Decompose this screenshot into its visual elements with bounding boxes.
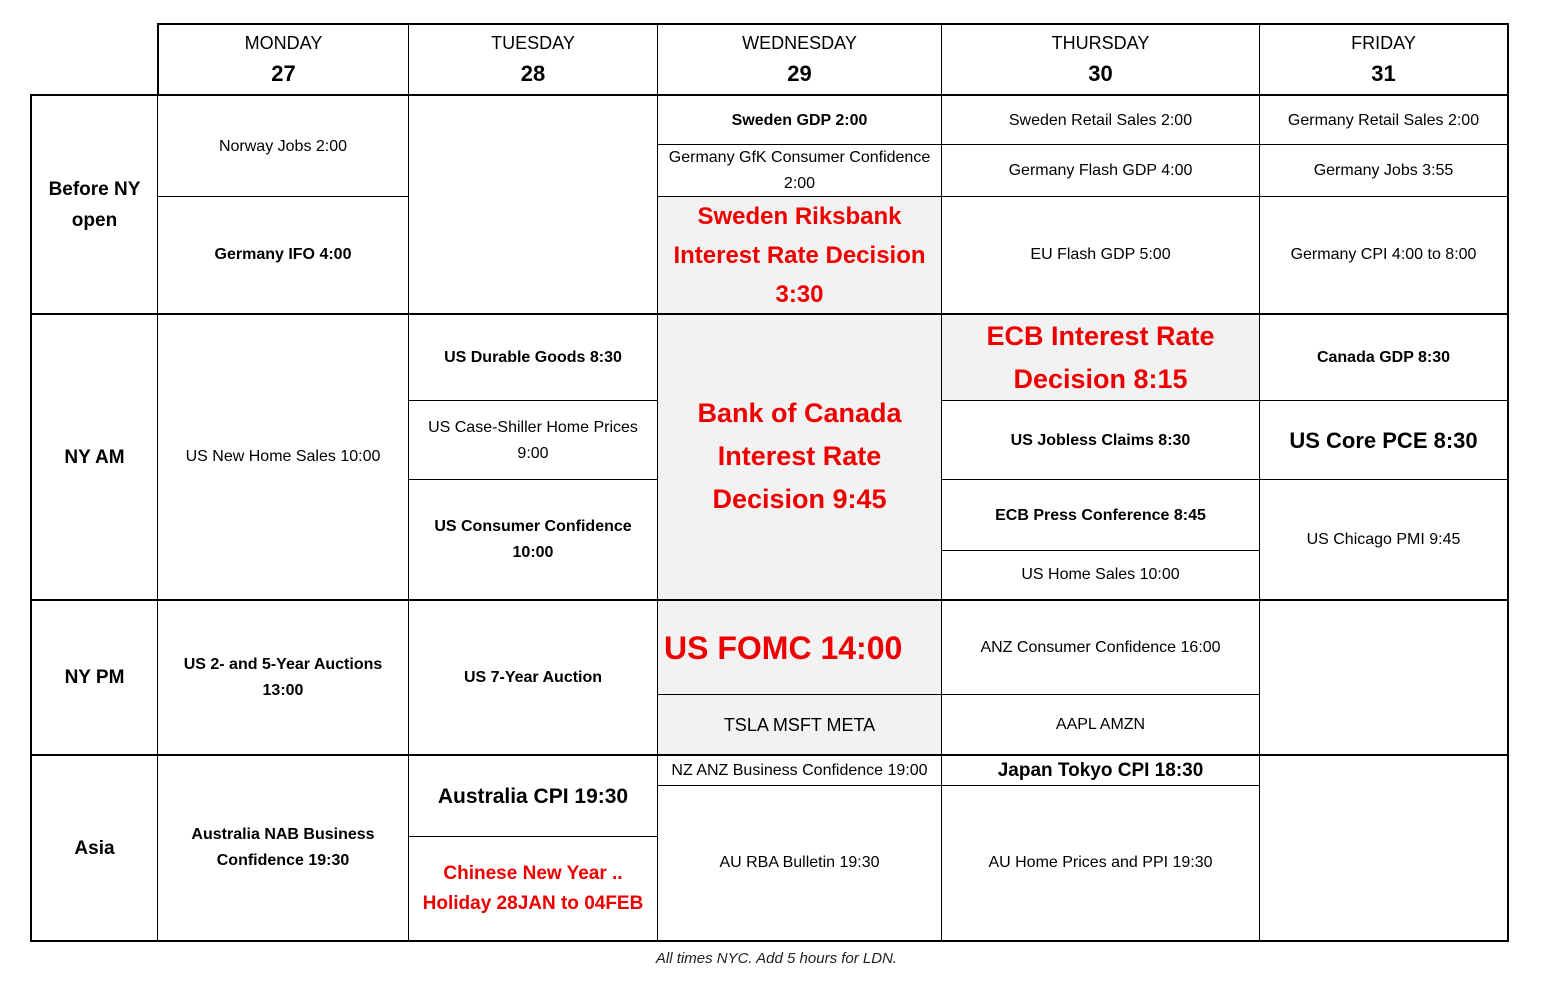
event-us-case-shiller: US Case-Shiller Home Prices 9:00 <box>408 400 657 480</box>
day-name: TUESDAY <box>491 32 575 53</box>
event-canada-gdp: Canada GDP 8:30 <box>1259 315 1507 401</box>
event-nz-anz-business-confidence: NZ ANZ Business Confidence 19:00 <box>657 756 941 786</box>
event-australia-nab: Australia NAB Business Confidence 19:30 <box>157 756 408 940</box>
event-germany-retail-sales: Germany Retail Sales 2:00 <box>1259 96 1507 145</box>
event-australia-cpi: Australia CPI 19:30 <box>408 756 657 837</box>
day-number: 31 <box>1371 60 1396 86</box>
event-us-durable-goods: US Durable Goods 8:30 <box>408 315 657 401</box>
row-label-ny-pm: NY PM <box>64 667 125 688</box>
event-eu-flash-gdp: EU Flash GDP 5:00 <box>941 196 1259 313</box>
event-japan-tokyo-cpi: Japan Tokyo CPI 18:30 <box>941 756 1259 786</box>
day-name: MONDAY <box>244 32 323 53</box>
event-us-7-year-auction: US 7-Year Auction <box>408 601 657 754</box>
event-us-2-5-year-auctions: US 2- and 5-Year Auctions 13:00 <box>157 601 408 754</box>
event-earnings-thursday: AAPL AMZN <box>941 694 1259 754</box>
event-germany-gfk: Germany GfK Consumer Confidence 2:00 <box>657 144 941 197</box>
event-au-rba-bulletin: AU RBA Bulletin 19:30 <box>657 785 941 940</box>
day-name: THURSDAY <box>1051 32 1150 53</box>
day-name: FRIDAY <box>1351 32 1416 53</box>
event-germany-cpi: Germany CPI 4:00 to 8:00 <box>1259 196 1507 313</box>
day-header-thursday <box>941 25 1259 94</box>
event-sweden-retail-sales: Sweden Retail Sales 2:00 <box>941 96 1259 145</box>
event-au-home-prices-ppi: AU Home Prices and PPI 19:30 <box>941 785 1259 940</box>
day-header-monday <box>159 25 408 94</box>
day-header-wednesday <box>657 25 941 94</box>
row-label-ny-am: NY AM <box>64 446 125 468</box>
event-ecb-interest-rate: ECB Interest Rate Decision 8:15 <box>941 315 1259 401</box>
row-label-before-ny: Before NY open <box>48 178 141 231</box>
event-anz-consumer-confidence: ANZ Consumer Confidence 16:00 <box>941 601 1259 695</box>
row-label-asia: Asia <box>74 837 115 859</box>
event-bank-of-canada: Bank of Canada Interest Rate Decision 9:45 <box>657 315 941 599</box>
event-us-chicago-pmi: US Chicago PMI 9:45 <box>1259 479 1507 599</box>
event-germany-ifo: Germany IFO 4:00 <box>157 196 408 313</box>
event-ecb-press-conference: ECB Press Conference 8:45 <box>941 479 1259 551</box>
day-header-friday <box>1259 25 1507 94</box>
day-number: 28 <box>520 60 546 86</box>
event-sweden-gdp: Sweden GDP 2:00 <box>657 96 941 145</box>
empty-cell-tuesday-before-ny <box>408 96 657 313</box>
empty-cell-friday-asia <box>1259 756 1507 940</box>
event-us-home-sales: US Home Sales 10:00 <box>941 550 1259 599</box>
event-us-consumer-confidence: US Consumer Confidence 10:00 <box>408 479 657 599</box>
event-germany-flash-gdp: Germany Flash GDP 4:00 <box>941 144 1259 197</box>
event-us-fomc: US FOMC 14:00 <box>657 601 941 695</box>
empty-cell-friday-ny-pm <box>1259 601 1507 754</box>
day-number: 30 <box>1088 60 1113 86</box>
footnote: All times NYC. Add 5 hours for LDN. <box>655 950 898 967</box>
event-chinese-new-year: Chinese New Year .. Holiday 28JAN to 04FEB <box>408 836 657 940</box>
event-germany-jobs: Germany Jobs 3:55 <box>1259 144 1507 197</box>
day-number: 29 <box>787 60 812 86</box>
event-us-new-home-sales: US New Home Sales 10:00 <box>157 315 408 599</box>
day-header-tuesday <box>408 25 657 94</box>
event-norway-jobs: Norway Jobs 2:00 <box>157 96 408 197</box>
event-us-core-pce: US Core PCE 8:30 <box>1259 400 1507 480</box>
day-number: 27 <box>271 60 296 86</box>
event-sweden-riksbank: Sweden Riksbank Interest Rate Decision 3:30 <box>657 196 941 313</box>
day-name: WEDNESDAY <box>742 32 857 53</box>
event-earnings-wednesday: TSLA MSFT META <box>657 694 941 754</box>
event-us-jobless-claims: US Jobless Claims 8:30 <box>941 400 1259 480</box>
